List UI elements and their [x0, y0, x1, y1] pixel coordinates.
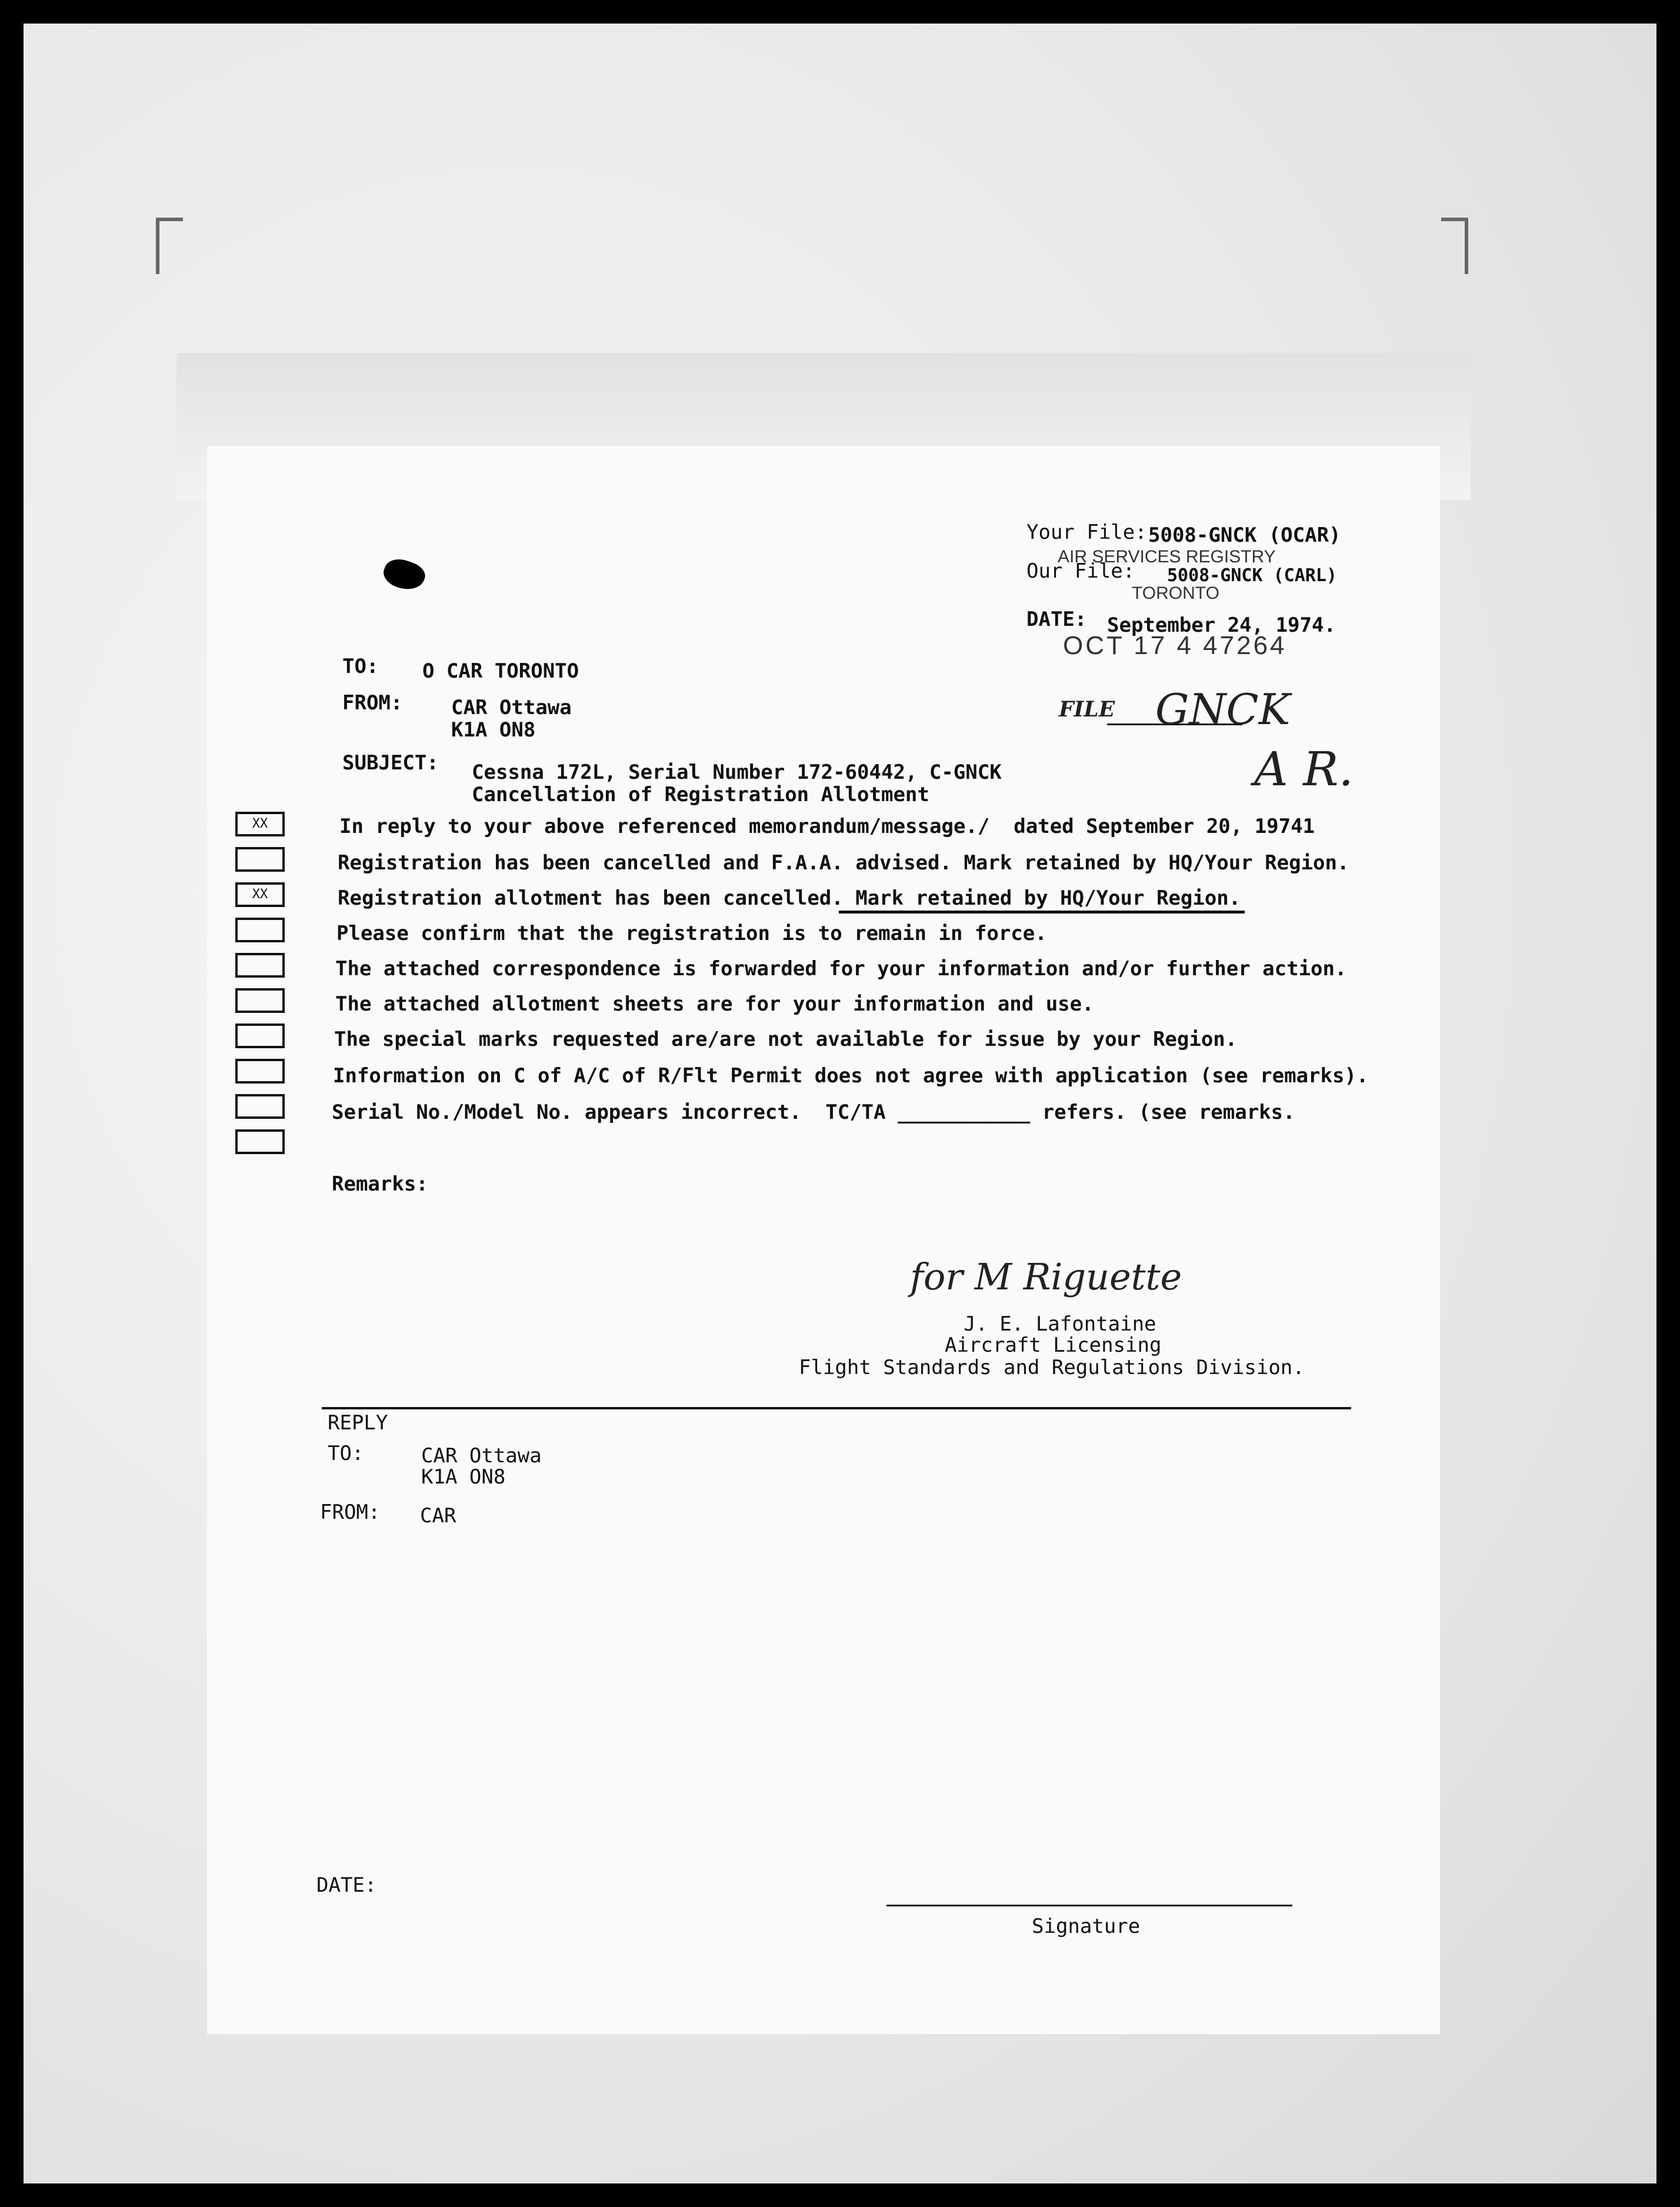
checkbox-3[interactable]: XX — [235, 882, 285, 907]
subject-line1: Cessna 172L, Serial Number 172-60442, C-GNCK — [472, 761, 1002, 784]
checklist-line-3: Registration allotment has been cancelled. Mark retained by HQ/Your Region. — [338, 886, 1241, 910]
ink-blot — [380, 554, 428, 595]
reply-heading: REPLY — [328, 1411, 388, 1435]
remarks-label: Remarks: — [332, 1172, 428, 1196]
subject-label: SUBJECT: — [342, 751, 439, 775]
checkbox-1[interactable]: XX — [235, 812, 285, 836]
to-value: O CAR TORONTO — [422, 659, 579, 683]
reply-to-label: TO: — [328, 1442, 364, 1465]
signature-line — [886, 1905, 1292, 1906]
checklist-line-8: Information on C of A/C of R/Flt Permit does not agree with application (see remarks). — [333, 1064, 1369, 1088]
to-label: TO: — [342, 655, 379, 678]
reply-from-value: CAR — [420, 1504, 456, 1528]
checkbox-2[interactable] — [235, 847, 285, 872]
memo-sheet — [207, 446, 1440, 2034]
reply-to-line1: CAR Ottawa — [421, 1444, 542, 1468]
signatory-title: Aircraft Licensing — [945, 1333, 1162, 1357]
signature-label: Signature — [1032, 1915, 1141, 1938]
crop-mark-top-right — [1441, 218, 1468, 274]
stamp-toronto: TORONTO — [1132, 584, 1219, 603]
handwritten-file-label: FILE — [1059, 697, 1115, 722]
crop-mark-top-left — [156, 218, 183, 274]
subject-line2: Cancellation of Registration Allotment — [472, 783, 929, 806]
checklist-line-6: The attached allotment sheets are for your information and use. — [335, 992, 1094, 1016]
handwritten-signature: for M Riguette — [910, 1255, 1182, 1298]
checkbox-8[interactable] — [235, 1059, 285, 1084]
checkbox-5[interactable] — [235, 953, 285, 978]
checklist-line-4: Please confirm that the registration is to remain in force. — [336, 922, 1047, 945]
checkbox-4[interactable] — [235, 918, 285, 942]
date-label: DATE: — [1026, 608, 1087, 631]
checkbox-6[interactable] — [235, 988, 285, 1013]
your-file-label: Your File: — [1026, 521, 1147, 544]
signatory-division: Flight Standards and Regulations Division. — [799, 1356, 1305, 1379]
checklist-line-9: Serial No./Model No. appears incorrect. TC/TA ___________ refers. (see remarks. — [332, 1101, 1295, 1124]
our-file-value: 5008-GNCK (CARL) — [1167, 565, 1337, 586]
checkbox-10[interactable] — [235, 1129, 285, 1154]
signatory-name: J. E. Lafontaine — [964, 1312, 1156, 1336]
our-file-label: Our File: — [1026, 559, 1135, 583]
stamp-date-number: OCT 17 4 47264 — [1063, 631, 1287, 660]
reply-divider — [322, 1407, 1351, 1409]
reply-from-label: FROM: — [320, 1501, 381, 1524]
checklist-line-5: The attached correspondence is forwarded for your information and/or further action. — [335, 957, 1347, 981]
from-label: FROM: — [342, 691, 403, 715]
checklist-line-1: In reply to your above referenced memorandum/message./ dated September 20, 19741 — [339, 815, 1315, 838]
date-value: September 24, 1974. — [1107, 614, 1336, 637]
checkbox-9[interactable] — [235, 1094, 285, 1119]
handwritten-initials: A R. — [1254, 742, 1354, 796]
stamp-registry: AIR SERVICES REGISTRY — [1058, 547, 1276, 566]
handwritten-file-value: GNCK — [1155, 685, 1291, 734]
checklist-line-7: The special marks requested are/are not available for issue by your Region. — [334, 1028, 1238, 1051]
reply-date-label: DATE: — [316, 1873, 377, 1897]
from-line1: CAR Ottawa — [451, 696, 572, 719]
checklist-line-2: Registration has been cancelled and F.A.A. advised. Mark retained by HQ/Your Region. — [338, 851, 1349, 875]
from-line2: K1A ON8 — [451, 718, 536, 742]
reply-to-line2: K1A ON8 — [421, 1465, 506, 1489]
mark-retained-underline — [839, 911, 1245, 914]
your-file-value: 5008-GNCK (OCAR) — [1148, 524, 1341, 547]
checkbox-7[interactable] — [235, 1024, 285, 1048]
